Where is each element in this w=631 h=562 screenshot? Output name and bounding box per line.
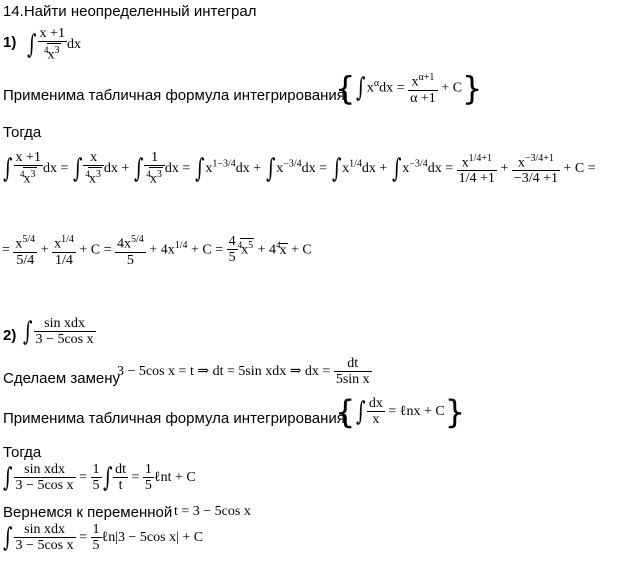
solution-line-2: = $\frac{x^{5/4}}{5/4}$ + $\frac{x^{1/4}}{1/4}$ + C = $\frac{4x^{5/4}}{5}$ + $4x^{1/4} + C$ = $\frac{4}{5}$ $^4x^5 + 4^4x + C$ bbox=[2, 234, 312, 268]
solution-line-4: ∫ $\frac{\text{sin xdx}}{\text{3 − 5cos x}}$ = $\frac{1}{5}$ ℓn|3 − 5cos x| + C bbox=[3, 522, 204, 553]
table-formula-1: {$\int x^\alpha dx$ = $\frac{x^{\alpha+1}}{\alpha +1}$ + C} bbox=[335, 69, 483, 108]
substitution-formula: 3 − 5cos x = t ⇒ dt = 5sin xdx ⇒ dx = $\frac{dt}{\text{5sin x}}$ bbox=[117, 356, 370, 387]
substitution-text: Сделаем замену bbox=[3, 370, 121, 387]
problem-1-label: 1) bbox=[3, 34, 17, 51]
table-formula-text-1: Применима табличная формула интегрирования bbox=[3, 87, 345, 104]
return-formula: t = 3 − 5cos x bbox=[174, 504, 251, 519]
table-formula-text-2: Применима табличная формула интегрирования bbox=[3, 410, 345, 427]
solution-line-3: ∫ $\frac{\text{sin xdx}}{\text{3 − 5cos x}}$ = $\frac{1}{5}$ ∫ $\frac{dt}{t}$ = $\frac{1}{5}$ ℓnt + C bbox=[3, 462, 196, 493]
then-text-2: Тогда bbox=[3, 444, 42, 461]
problem-1-integral: ∫ $\frac{x +1}{^4x^3}$ dx bbox=[27, 26, 81, 63]
then-text-1: Тогда bbox=[3, 124, 42, 141]
return-text: Вернемся к переменной bbox=[3, 504, 173, 521]
solution-line-1: ∫ $\frac{x +1}{^4x^3}$ dx = ∫ $\frac{x}{^4x^3}$ dx + ∫ $\frac{1}{^4x^3}$ dx = $\int x^{1-3/4}dx + \int x^{-3/4}dx = \int x^{1/4}dx + \int x^{-3/4}dx$ = $\frac{x^{1/4+1}}{1/4 +1}$ + $\frac{x^{-3/4+1}}{-3/4 +1}$ + C = bbox=[3, 150, 596, 187]
problem-2-integral: ∫ $\frac{\text{sin xdx}}{\text{3 − 5cos x}}$ bbox=[23, 316, 94, 347]
table-formula-2: {∫ $\frac{dx}{x}$ = ℓnx + C} bbox=[335, 393, 466, 431]
page-title: 14.Найти неопределенный интеграл bbox=[3, 3, 257, 20]
problem-2-label: 2) bbox=[3, 327, 17, 344]
